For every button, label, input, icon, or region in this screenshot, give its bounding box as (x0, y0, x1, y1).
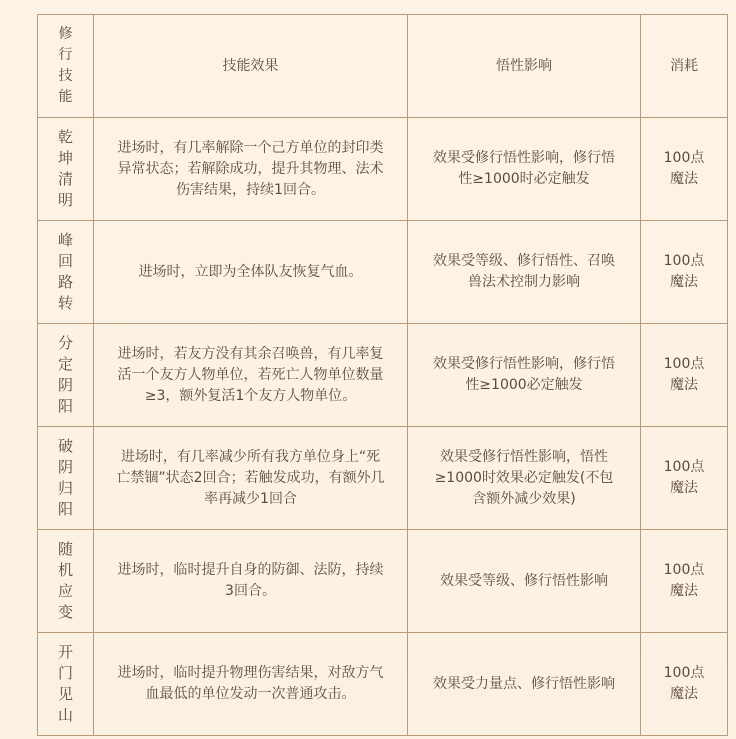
skill-effect-cell: 进场时，若友方没有其余召唤兽，有几率复活一个友方人物单位，若死亡人物单位数量≥3，额外复活1个友方人物单位。 (94, 324, 408, 427)
table-row (38, 633, 728, 736)
skill-cost-cell: 100点魔法 (641, 118, 728, 221)
skill-cost-cell: 100点魔法 (641, 633, 728, 736)
skill-effect-cell: 进场时，有几率减少所有我方单位身上“死亡禁锢”状态2回合；若触发成功，有额外几率再减少1回合 (94, 427, 408, 530)
skill-cost-cell: 100点魔法 (641, 530, 728, 633)
skill-name-cell: 破阴归阳 (38, 427, 94, 530)
skill-cost-cell: 100点魔法 (641, 324, 728, 427)
skill-cost-cell: 100点魔法 (641, 427, 728, 530)
skill-effect-cell: 进场时，立即为全体队友恢复气血。 (94, 221, 408, 324)
skill-name-cell: 峰回路转 (38, 221, 94, 324)
header-skill-name: 修行技能 (38, 15, 94, 118)
table-row (38, 118, 728, 221)
header-cost: 消耗 (641, 15, 728, 118)
skill-effect-cell: 进场时，临时提升物理伤害结果，对敌方气血最低的单位发动一次普通攻击。 (94, 633, 408, 736)
skill-wuxing-cell: 效果受等级、修行悟性、召唤兽法术控制力影响 (408, 221, 641, 324)
header-wuxing: 悟性影响 (408, 15, 641, 118)
skill-effect-cell: 进场时，临时提升自身的防御、法防，持续3回合。 (94, 530, 408, 633)
skill-wuxing-cell: 效果受修行悟性影响，修行悟性≥1000必定触发 (408, 324, 641, 427)
skill-wuxing-cell: 效果受等级、修行悟性影响 (408, 530, 641, 633)
skill-effect-cell: 进场时，有几率解除一个己方单位的封印类异常状态；若解除成功，提升其物理、法术伤害结果，持续1回合。 (94, 118, 408, 221)
table-header-row (38, 15, 728, 118)
table-row (38, 427, 728, 530)
skill-wuxing-cell: 效果受修行悟性影响，修行悟性≥1000时必定触发 (408, 118, 641, 221)
table-row (38, 221, 728, 324)
skill-name-cell: 乾坤清明 (38, 118, 94, 221)
skill-cost-cell: 100点魔法 (641, 221, 728, 324)
skill-name-cell: 随机应变 (38, 530, 94, 633)
table-row (38, 530, 728, 633)
skill-name-cell: 分定阴阳 (38, 324, 94, 427)
skills-table (37, 14, 728, 736)
skill-wuxing-cell: 效果受力量点、修行悟性影响 (408, 633, 641, 736)
table-row (38, 324, 728, 427)
skill-name-cell: 开门见山 (38, 633, 94, 736)
header-effect: 技能效果 (94, 15, 408, 118)
skill-wuxing-cell: 效果受修行悟性影响，悟性≥1000时效果必定触发(不包含额外减少效果) (408, 427, 641, 530)
